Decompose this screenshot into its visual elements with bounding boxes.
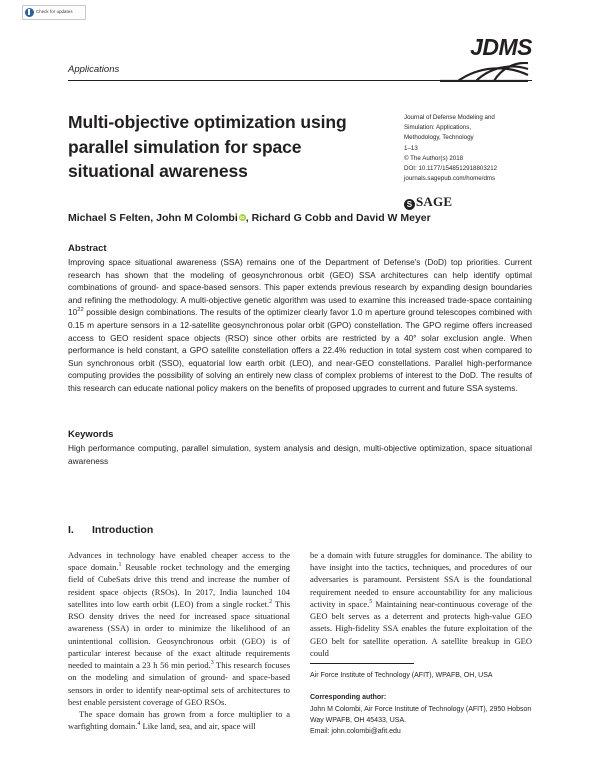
corresponding-author-address: John M Colombi, Air Force Institute of Technology (AFIT), 2950 Hobson Way WPAFB, OH 45433, USA. <box>310 706 532 724</box>
body-column-right <box>310 549 532 659</box>
paragraph <box>310 549 532 659</box>
crossmark-badge[interactable] <box>22 5 86 20</box>
section-heading <box>68 524 153 536</box>
author-list <box>68 212 532 224</box>
keywords-heading: Keywords <box>68 429 114 440</box>
crossmark-label: Check for updates <box>36 9 73 15</box>
authors-post: , Richard G Cobb and David W Meyer <box>245 212 431 224</box>
journal-meta <box>404 113 532 212</box>
journal-meta-line: 1–13 <box>404 144 418 152</box>
abstract-part: Improving space situational awareness (SSA) remains one of the Department of Defense's (DoD) top priorities. Current research has shown that the modeling of geosynchronous orbit (GEO) SSA architectures can help identify optimal combinations of ground- and space-based sensors. This paper extends previous research by expanding design boundaries and refining the methodology. A multi-objective genetic algorithm was used to examine this increased trade-space containing 10 <box>68 257 532 318</box>
sage-mark-icon: S <box>404 199 415 210</box>
corresponding-author-email[interactable]: Email: john.colombi@afit.edu <box>310 727 401 735</box>
abstract-heading: Abstract <box>68 243 107 254</box>
crossmark-icon <box>25 8 34 17</box>
citation-ref[interactable]: 1 <box>118 562 122 569</box>
page-title: Multi-objective optimization using parallel simulation for space situational awareness <box>68 111 347 182</box>
paragraph-part: be a domain with future struggles for dominance. The ability to have insight into the tactics, techniques, and procedures of our adversaries is paramount. Persistent SSA is the foundational requirement needed to ensure accountability for any malicious activity in space. <box>310 550 532 609</box>
citation-ref[interactable]: 5 <box>369 599 373 606</box>
authors-pre: Michael S Felten, John M Colombi <box>68 212 238 224</box>
paragraph <box>68 708 290 732</box>
journal-logo-arcs-icon <box>436 62 532 82</box>
journal-meta-url[interactable]: journals.sagepub.com/home/dms <box>404 175 496 183</box>
paragraph-part: Like land, sea, and air, space will <box>140 721 256 732</box>
footnote-divider <box>310 663 414 664</box>
citation-ref[interactable]: 4 <box>137 721 141 728</box>
paragraph-part: Advances in technology have enabled cheaper access to the space domain. <box>68 550 290 573</box>
abstract-part: possible design combinations. The results of the optimizer clearly favor 1.0 m aperture ground telescopes combined with 0.15 m aperture sensors in a 12-satellite geosynchronous polar orbit (GPO) constellation. The GPO regime offers increased access to GEO resident space objects (RSO) since other orbits are restricted by a 40° solar exclusion angle. When performance is held constant, a GPO satellite constellation offers a 22.4% reduction in total system cost when compared to Sun synchronous orbit (SSO), equatorial low earth orbit (LEO), and near-GEO constellations. Parallel high-performance computing provides the possibility of solving an entirely new class of complex problems of interest to the DoD. The results of this research can educate national policy makers on the benefits of proposed upgrades to current and future SSA systems. <box>68 307 532 394</box>
journal-meta-line: Simulation: Applications, <box>404 124 472 132</box>
paragraph-part: Maintaining near-continuous coverage of the GEO belt serves as a deterrent and protects high-value GEO assets. High-fidelity SSA enables the future exploitation of the GEO belt for satellite operation. A satellite breakup in GEO could <box>310 598 532 658</box>
sage-logo-text: SAGE <box>416 193 453 209</box>
journal-meta-doi: DOI: 10.1177/1548512918803212 <box>404 165 498 173</box>
citation-ref[interactable]: 2 <box>269 599 273 606</box>
journal-logo <box>436 36 532 82</box>
section-number: I. <box>68 524 74 536</box>
journal-meta-copyright: © The Author(s) 2018 <box>404 154 464 162</box>
section-title: Introduction <box>92 524 154 536</box>
corresponding-author-heading: Corresponding author: <box>310 694 387 701</box>
journal-meta-line: Methodology, Technology <box>404 134 474 142</box>
paragraph-part: This research focuses on the modeling and simulation of ground- and space-based sensors in order to identify near-optimal sets of architectures to best enable persistent coverage of GEO RSOs. <box>68 660 290 707</box>
sage-logo <box>404 191 532 212</box>
journal-meta-line: Journal of Defense Modeling and <box>404 114 495 121</box>
paragraph-part: This RSO density drives the need for increased space situational awareness (SSA) in order to minimize the likelihood of an unintentional collision. Geosynchronous orbit (GEO) is of particular interest because of the exact altitude requirements needed to maintain a 23 h 56 min period. <box>68 598 290 671</box>
orcid-icon[interactable] <box>239 214 246 221</box>
running-head: Applications <box>68 64 120 75</box>
abstract-text <box>68 256 532 395</box>
author-affiliation: Air Force Institute of Technology (AFIT), WPAFB, OH, USA <box>310 672 493 679</box>
paragraph <box>68 549 290 708</box>
corresponding-author-details <box>310 705 532 738</box>
paragraph-part: The space domain has grown from a force multiplier to a warfighting domain. <box>68 709 290 732</box>
abstract-exponent: 22 <box>77 307 84 314</box>
citation-ref[interactable]: 3 <box>210 660 214 667</box>
journal-logo-text: JDMS <box>470 34 532 60</box>
body-column-left <box>68 549 290 733</box>
keywords-text: High performance computing, parallel simulation, system analysis and design, multi-objective optimization, space situational awareness <box>68 443 532 466</box>
paragraph-part: Reusable rocket technology and the emerging field of CubeSats drive this trend and increase the number of resident space objects (RSOs). In 2017, India launched 104 satellites into low earth orbit (LEO) from a single rocket. <box>68 562 291 609</box>
